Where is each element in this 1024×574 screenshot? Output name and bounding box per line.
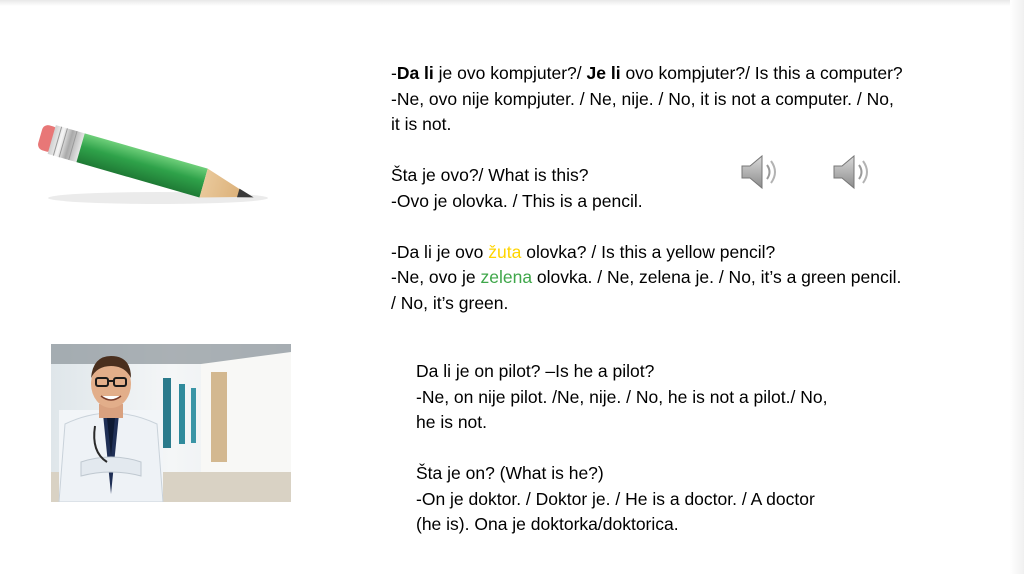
answer-pilot: -Ne, on nije pilot. /Ne, nije. / No, he is not a pilot./ No, he is not. bbox=[416, 386, 828, 432]
text-prefix: - bbox=[391, 63, 397, 83]
spacer bbox=[416, 436, 836, 462]
text-start: -Da li je ovo bbox=[391, 241, 489, 262]
question-what-is-this: Šta je ovo?/ What is this? bbox=[391, 165, 589, 185]
text-mid: je ovo kompjuter?/ bbox=[433, 63, 587, 83]
answer-doctor: -On je doktor. / Doktor je. / He is a doctor. / A doctor (he is). Ona je doktorka/doktorica. bbox=[416, 488, 815, 534]
dialogue-block-doctor bbox=[416, 359, 836, 538]
text-end: olovka. / Ne, zelena je. / No, it’s a green pencil. / No, it’s green. bbox=[391, 267, 902, 313]
text-end: olovka? / Is this a yellow pencil? bbox=[521, 241, 776, 262]
question-what-is-he: Šta je on? (What is he?) bbox=[416, 463, 604, 483]
question-yellow-pencil bbox=[391, 240, 903, 266]
spacer bbox=[391, 138, 903, 164]
slide-right-edge bbox=[1010, 0, 1024, 574]
word-yellow: žuta bbox=[488, 241, 522, 262]
question-pilot: Da li je on pilot? –Is he a pilot? bbox=[416, 361, 655, 381]
text-start: -Ne, ovo je bbox=[391, 267, 481, 287]
question-computer bbox=[391, 61, 903, 87]
pencil-image bbox=[28, 102, 278, 212]
doctor-photo bbox=[51, 344, 291, 502]
slide-top-edge bbox=[0, 0, 1024, 6]
answer-computer: -Ne, ovo nije kompjuter. / Ne, nije. / No, it is not a computer. / No, it is not. bbox=[391, 88, 894, 134]
word-green: zelena bbox=[480, 267, 533, 287]
bold-je-li: Je li bbox=[586, 63, 621, 83]
answer-pencil: -Ovo je olovka. / This is a pencil. bbox=[391, 190, 643, 211]
text-end: ovo kompjuter?/ Is this a computer? bbox=[620, 63, 903, 83]
bold-da-li: Da li bbox=[396, 63, 434, 83]
dialogue-block-pencil bbox=[391, 61, 903, 316]
spacer bbox=[391, 214, 903, 240]
answer-green-pencil bbox=[391, 265, 903, 316]
